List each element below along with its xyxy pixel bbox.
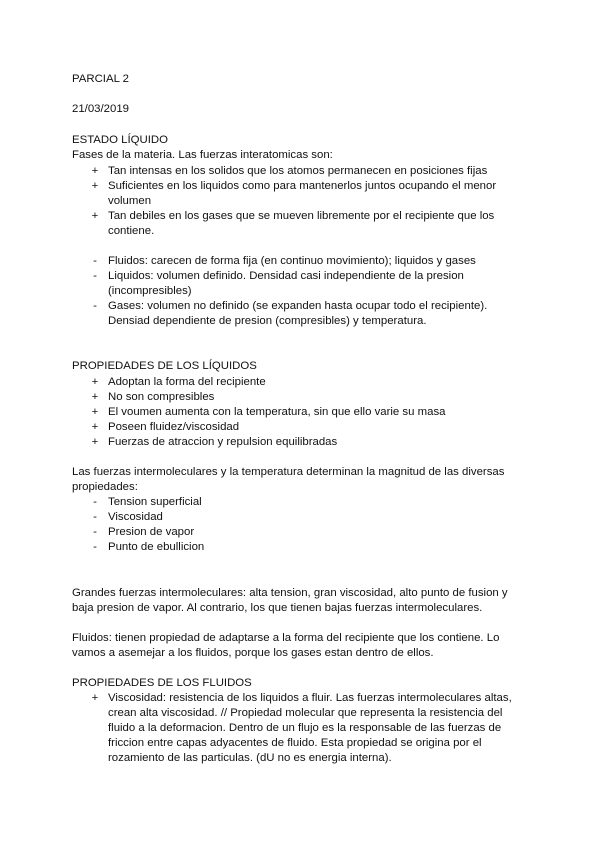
plus-marker: + bbox=[91, 436, 99, 448]
estado-intro: Fases de la materia. Las fuerzas interatomicas son: bbox=[72, 149, 333, 161]
paragraph-fuerzas: Las fuerzas intermoleculares y la temperatura determinan la magnitud de las diversas propiedades: bbox=[72, 466, 505, 493]
list-item-text: El voumen aumenta con la temperatura, sin que ello varie su masa bbox=[108, 406, 446, 418]
dash-marker: - bbox=[93, 541, 97, 553]
dash-marker: - bbox=[93, 526, 97, 538]
list-item-text: Tension superficial bbox=[108, 496, 202, 508]
plus-marker: + bbox=[91, 406, 99, 418]
document-date: 21/03/2019 bbox=[72, 103, 130, 115]
plus-marker: + bbox=[91, 692, 99, 704]
list-item-text: Viscosidad bbox=[108, 511, 163, 523]
list-item-text: Gases: volumen no definido (se expanden hasta ocupar todo el recipiente). Densiad dependiente de presion (compresibles) y temperatura. bbox=[108, 300, 488, 327]
list-item-text: Liquidos: volumen definido. Densidad casi independiente de la presion (incompresibles) bbox=[108, 270, 464, 297]
paragraph-fluidos: Fluidos: tienen propiedad de adaptarse a la forma del recipiente que los contiene. Lo vamos a asemejar a los fluidos, porque los gases estan dentro de ellos. bbox=[72, 632, 500, 659]
plus-marker: + bbox=[91, 210, 99, 222]
dash-marker: - bbox=[93, 300, 97, 312]
list-item-text: Fluidos: carecen de forma fija (en continuo movimiento); liquidos y gases bbox=[108, 255, 476, 267]
plus-marker: + bbox=[91, 421, 99, 433]
list-item-text: Fuerzas de atraccion y repulsion equilibradas bbox=[108, 436, 338, 448]
document-title: PARCIAL 2 bbox=[72, 73, 129, 85]
plus-marker: + bbox=[91, 391, 99, 403]
list-item-text: Tan intensas en los solidos que los atomos permanecen en posiciones fijas bbox=[108, 165, 488, 177]
list-item-text: Punto de ebullicion bbox=[108, 541, 205, 553]
list-item-text: No son compresibles bbox=[108, 391, 215, 403]
paragraph-grandes-fuerzas: Grandes fuerzas intermoleculares: alta tension, gran viscosidad, alto punto de fusion y baja presion de vapor. Al contrario, los que tienen bajas fuerzas intermoleculares. bbox=[72, 587, 508, 614]
list-item-text: Presion de vapor bbox=[108, 526, 195, 538]
list-item-text: Adoptan la forma del recipiente bbox=[108, 376, 266, 388]
plus-marker: + bbox=[91, 376, 99, 388]
dash-marker: - bbox=[93, 511, 97, 523]
list-item-text: Tan debiles en los gases que se mueven libremente por el recipiente que los contiene. bbox=[108, 210, 495, 237]
dash-marker: - bbox=[93, 496, 97, 508]
section-heading-propiedades-fluidos: PROPIEDADES DE LOS FLUIDOS bbox=[72, 677, 252, 689]
plus-marker: + bbox=[91, 180, 99, 192]
dash-marker: - bbox=[93, 255, 97, 267]
list-item-text: Suficientes en los liquidos como para mantenerlos juntos ocupando el menor volumen bbox=[108, 180, 497, 207]
dash-marker: - bbox=[93, 270, 97, 282]
section-heading-propiedades-liquidos: PROPIEDADES DE LOS LÍQUIDOS bbox=[72, 360, 257, 372]
list-item-text: Poseen fluidez/viscosidad bbox=[108, 421, 240, 433]
section-heading-estado-liquido: ESTADO LÍQUIDO bbox=[72, 134, 168, 146]
plus-marker: + bbox=[91, 165, 99, 177]
list-item-text: Viscosidad: resistencia de los liquidos a fluir. Las fuerzas intermoleculares altas, crean alta viscosidad. // Propiedad molecular que representa la resistencia del fluido a la deformacion. Dentro de un flujo es la responsable de las fuerzas de friccion entre capas adyacentes de fluido. Esta propiedad se origina por el rozamiento de las particulas. (dU no es energia interna). bbox=[108, 692, 512, 764]
